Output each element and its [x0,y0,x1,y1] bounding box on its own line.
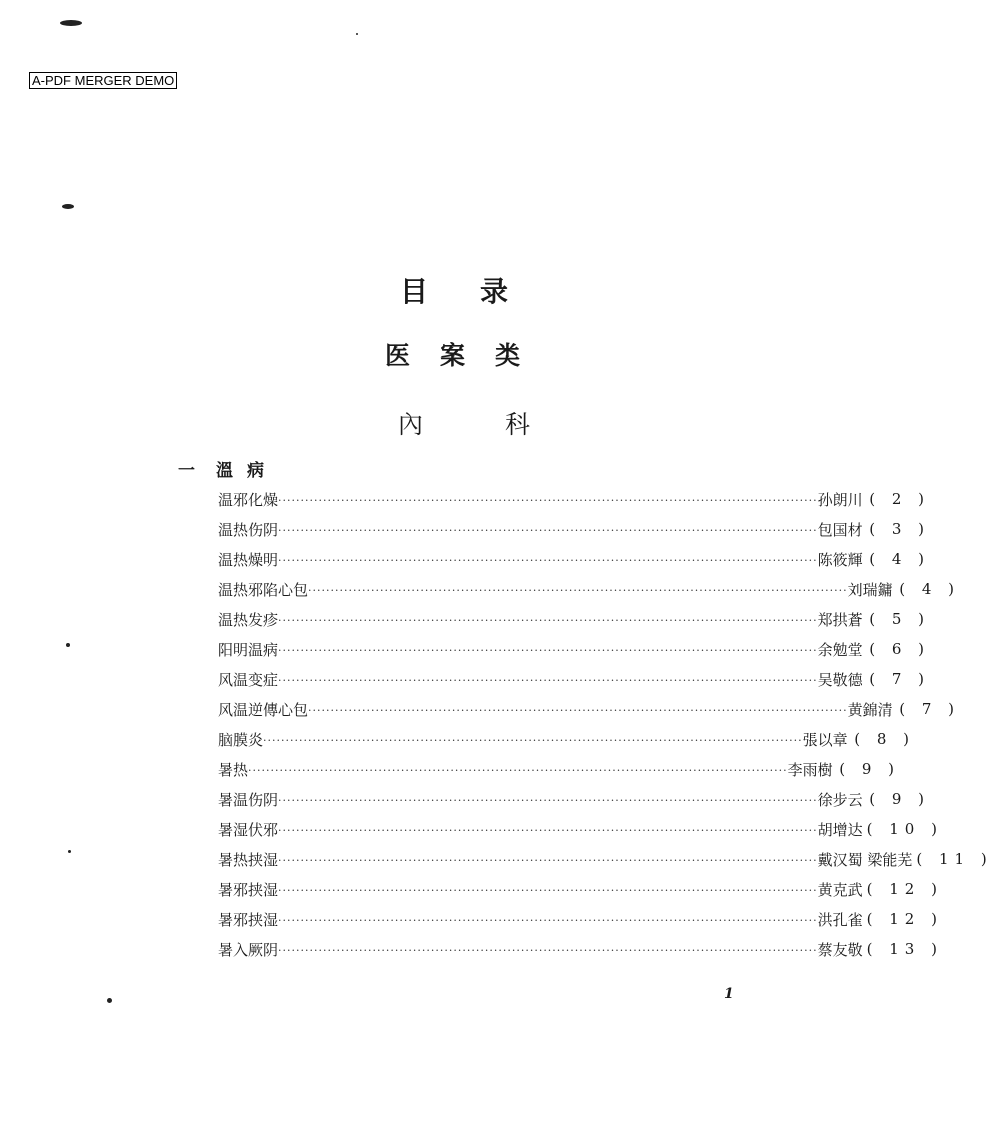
toc-entry [218,784,931,814]
entry-author: 李雨樹 [787,760,833,779]
chapter-heading [178,456,278,481]
toc-entry [218,664,931,694]
entry-author: 陈筱輝 [817,550,863,569]
entry-page: ( 2 ) [869,490,931,508]
toc-entry [218,934,943,964]
dot-leader: ························································································································ [278,494,818,507]
dot-leader: ························································································································ [278,944,818,957]
page-number: 1 [724,986,734,1002]
entry-author: 戴汉蜀 梁能芜 [817,850,913,869]
entry-page: ( 11 ) [916,850,993,868]
entry-title: 暑湿伏邪 [218,820,279,839]
toc-entry [218,484,931,514]
category-heading: 医案类 [385,341,551,370]
toc-entry [218,634,931,664]
entry-page: ( 4 ) [869,550,931,568]
toc-entry [218,514,931,544]
entry-page: ( 8 ) [854,730,916,748]
entry-title: 脑膜炎 [218,730,264,749]
entry-title: 阳明温病 [218,640,279,659]
entry-page: ( 7 ) [899,700,961,718]
scan-speck [356,33,358,35]
dot-leader: ························································································································ [278,524,818,537]
entry-page: ( 10 ) [866,820,943,838]
dot-leader: ························································································································ [308,704,848,717]
entry-title: 暑热挟湿 [218,850,279,869]
entry-title: 风温逆傳心包 [218,700,309,719]
toc-entry [218,844,993,874]
toc-entry [218,574,961,604]
entry-author: 吴敬德 [817,670,863,689]
chapter-number: 一 [178,461,195,481]
toc-entry [218,724,916,754]
scan-speck [62,204,74,209]
dot-leader: ························································································································ [278,884,818,897]
entry-page: ( 12 ) [866,880,943,898]
entry-title: 温邪化燥 [218,490,279,509]
entry-author: 徐步云 [817,790,863,809]
entry-page: ( 12 ) [866,910,943,928]
dot-leader: ························································································································ [278,854,818,867]
scan-speck [60,20,82,26]
dot-leader: ························································································································ [278,554,818,567]
dot-leader: ························································································································ [278,644,818,657]
toc-entry [218,874,943,904]
toc-entry [218,904,943,934]
page-title: 目录 [400,275,561,308]
dot-leader: ························································································································ [278,794,818,807]
entry-author: 洪孔雀 [817,910,863,929]
entry-page: ( 5 ) [869,610,931,628]
entry-title: 温热燥明 [218,550,279,569]
entry-author: 黄克武 [817,880,863,899]
entry-title: 风温变症 [218,670,279,689]
entry-author: 胡增达 [817,820,863,839]
entry-page: ( 9 ) [839,760,901,778]
entry-author: 包国材 [817,520,863,539]
entry-author: 刘瑞鏞 [847,580,893,599]
entry-author: 郑拱蒼 [817,610,863,629]
scan-speck [107,998,112,1003]
entry-page: ( 13 ) [866,940,943,958]
dot-leader: ························································································································ [278,614,818,627]
entry-title: 暑温伤阴 [218,790,279,809]
dot-leader: ························································································································ [278,824,818,837]
entry-page: ( 9 ) [869,790,931,808]
dot-leader: ························································································································ [308,584,848,597]
toc-entry [218,544,931,574]
entry-author: 黄錦清 [847,700,893,719]
section-heading: 內科 [398,410,613,439]
chapter-name: 溫病 [216,461,278,481]
toc-entry [218,694,961,724]
entry-author: 余勉堂 [817,640,863,659]
entry-author: 孙朗川 [817,490,863,509]
watermark-label: A-PDF MERGER DEMO [29,72,177,89]
dot-leader: ························································································································ [248,764,788,777]
entry-title: 温热伤阴 [218,520,279,539]
entry-page: ( 4 ) [899,580,961,598]
entry-author: 張以章 [802,730,848,749]
dot-leader: ························································································································ [278,674,818,687]
entry-author: 蔡友敬 [817,940,863,959]
dot-leader: ························································································································ [263,734,803,747]
entry-page: ( 7 ) [869,670,931,688]
entry-title: 温热邪陷心包 [218,580,309,599]
scan-speck [66,643,70,647]
table-of-contents [218,484,993,964]
entry-title: 温热发疹 [218,610,279,629]
toc-entry [218,814,943,844]
toc-entry [218,754,901,784]
entry-title: 暑邪挟湿 [218,910,279,929]
entry-page: ( 3 ) [869,520,931,538]
entry-page: ( 6 ) [869,640,931,658]
toc-entry [218,604,931,634]
entry-title: 暑入厥阴 [218,940,279,959]
scan-speck [68,850,71,853]
entry-title: 暑热 [218,760,249,779]
entry-title: 暑邪挟湿 [218,880,279,899]
dot-leader: ························································································································ [278,914,818,927]
